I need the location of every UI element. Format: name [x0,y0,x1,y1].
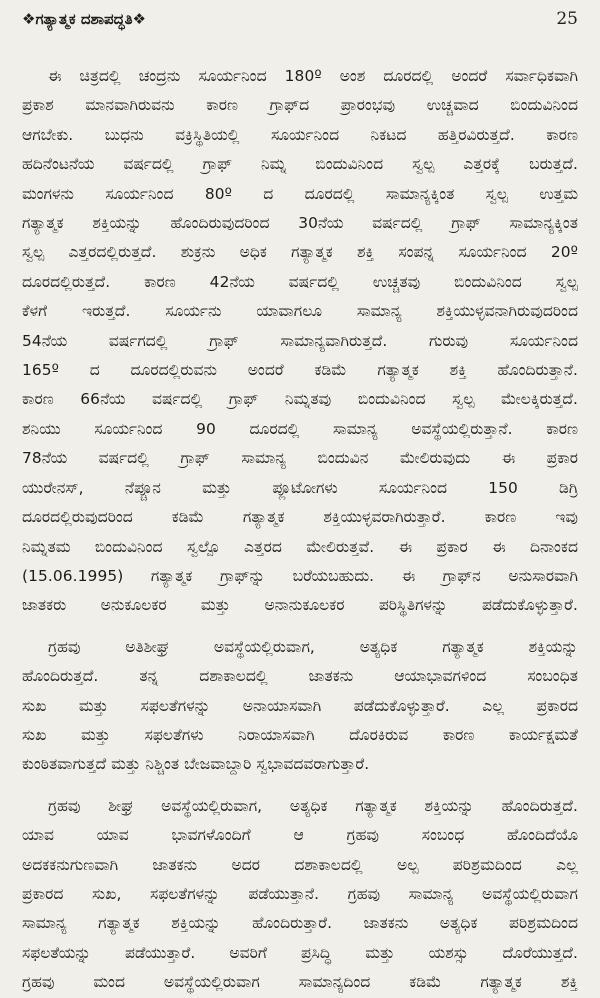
text-line: ಯುರೇನಸ್, ನೆಪ್ಚೂನ ಮತ್ತು ಪ್ಲೂಟೋಗಳು ಸೂರ್ಯನಿಂದ 150 ಡಿಗ್ರಿ [22,478,578,497]
paragraph [22,792,578,998]
text-line: ಪ್ರಕಾಶ ಮಾನವಾಗಿರುವನು ಕಾರಣ ಗ್ರಾಫ್‌ದ ಪ್ರಾರಂಭವು ಉಚ್ಚವಾದ ಬಿಂದುವಿನಿಂದ [22,96,578,115]
text-line: ಸ್ವಲ್ಪ ಎತ್ತರದಲ್ಲಿರುತ್ತದೆ. ಶುಕ್ರನು ಅಧಿಕ ಗತ್ಯಾತ್ಮಕ ಶಕ್ತಿ ಸಂಪನ್ನ ಸೂರ್ಯನಿಂದ 20º [22,243,578,262]
paragraph [22,62,578,621]
text-line: ಈ ಚಿತ್ರದಲ್ಲಿ ಚಂದ್ರನು ಸೂರ್ಯನಿಂದ 180º ಅಂಶ ದೂರದಲ್ಲಿ ಅಂದರೆ ಸರ್ವಾಧಿಕವಾಗಿ [48,67,578,85]
page-header [22,6,578,32]
text-line: ಯಾವ ಯಾವ ಭಾವಗಳೊಂದಿಗೆ ಆ ಗ್ರಹವು ಸಂಬಂಧ ಹೊಂದಿದೆಯೊ [22,826,578,845]
text-line: ಗ್ರಹವು ಅತಿಶೀಘ್ರ ಅವಸ್ಥೆಯಲ್ಲಿರುವಾಗ, ಅತ್ಯಧಿಕ ಗತ್ಯಾತ್ಮಕ ಶಕ್ತಿಯನ್ನು [48,637,578,656]
text-line: (15.06.1995) ಗತ್ಯಾತ್ಮಕ ಗ್ರಾಫ್‌ನ್ನು ಬರೆಯಬಹುದು. ಈ ಗ್ರಾಫ್‌ನ ಅನುಸಾರವಾಗಿ [22,566,578,585]
text-line: ಜಾತಕರು ಅನುಕೂಲಕರ ಮತ್ತು ಅನಾನುಕೂಲಕರ ಪರಿಸ್ಥಿತಿಗಳನ್ನು ಪಡೆದುಕೊಳ್ಳುತ್ತಾರೆ. [22,596,578,615]
text-line: ನಿಮ್ನತಮ ಬಿಂದುವಿನಿಂದ ಸ್ವಲ್ಪೊ ಎತ್ತರದ ಮೇಲಿರುತ್ತವೆ. ಈ ಪ್ರಕಾರ ಈ ದಿನಾಂಕದ [22,537,578,556]
text-line: 78ನೆಯ ವರ್ಷದಲ್ಲಿ ಗ್ರಾಫ್ ಸಾಮಾನ್ಯ ಬಿಂದುವಿನ ಮೇಲಿರುವುದು ಈ ಪ್ರಕಾರ [22,449,578,468]
text-line: ಹೊಂದಿರುತ್ತದೆ. ತನ್ನ ದಶಾಕಾಲದಲ್ಲಿ ಜಾತಕನು ಆಯಾಭಾವಗಳಿಂದ ಸಂಬಂಧಿತ [22,667,578,686]
text-line: ಶನಿಯು ಸೂರ್ಯನಿಂದ 90 ದೂರದಲ್ಲಿ ಸಾಮಾನ್ಯ ಅವಸ್ಥೆಯಲ್ಲಿರುತ್ತಾನೆ. ಕಾರಣ [22,419,578,438]
text-line: ಅದಕಕನುಗುಣವಾಗಿ ಜಾತಕನು ಅದರ ದಶಾಕಾಲದಲ್ಲಿ ಅಲ್ಪ ಪರಿಶ್ರಮದಿಂದ ಎಲ್ಲ [22,855,578,874]
text-line: 165º ದ ದೂರದಲ್ಲಿರುವನು ಅಂದರೆ ಕಡಿಮೆ ಗತ್ಯಾತ್ಮಕ ಶಕ್ತಿ ಹೊಂದಿರುತ್ತಾನೆ. [22,361,578,380]
text-line: ಗ್ರಹವು ಮಂದ ಅವಸ್ಥೆಯಲ್ಲಿರುವಾಗ ಸಾಮಾನ್ಯದಿಂದ ಕಡಿಮೆ ಗತ್ಯಾತ್ಮಕ ಶಕ್ತಿ [22,973,578,992]
text-line: ದೂರದಲ್ಲಿರುತ್ತದೆ. ಕಾರಣ 42ನೆಯ ವರ್ಷದಲ್ಲಿ ಉಚ್ಚತವು ಬಿಂದುವಿನಿಂದ ಸ್ವಲ್ಪ [22,272,578,291]
text-line: ಕೆಳಗೆ ಇರುತ್ತದೆ. ಸೂರ್ಯನು ಯಾವಾಗಲೂ ಸಾಮಾನ್ಯ ಶಕ್ತಿಯುಳ್ಳವನಾಗಿರುವುದರಿಂದ [22,302,578,321]
text-line: ಗ್ರಹವು ಶೀಘ್ರ ಅವಸ್ಥೆಯಲ್ಲಿರುವಾಗ, ಅತ್ಯಧಿಕ ಗತ್ಯಾತ್ಮಕ ಶಕ್ತಿಯನ್ನು ಹೊಂದಿರುತ್ತದೆ. [48,796,578,815]
text-line: ಕಾರಣ 66ನೆಯ ವರ್ಷದಲ್ಲಿ ಗ್ರಾಫ್ ನಿಮ್ನತವು ಬಿಂದುವಿನಿಂದ ಸ್ವಲ್ಪ ಮೇಲಕ್ಕಿರುತ್ತದೆ. [22,390,578,409]
text-line: ಸಫಲತೆಯನ್ನು ಪಡೆಯುತ್ತಾರೆ. ಅವರಿಗೆ ಪ್ರಸಿದ್ಧಿ ಮತ್ತು ಯಶಸ್ಸು ದೊರೆಯುತ್ತದೆ. [22,943,578,962]
text-line: ಕುಂಠಿತವಾಗುತ್ತದೆ ಮತ್ತು ನಿಶ್ಚಿಂತ ಬೇಜವಾಬ್ದಾರಿ ಸ್ವಭಾವದವರಾಗುತ್ತಾರೆ. [22,755,370,774]
text-line: ಹದಿನೆಂಟನೆಯ ವರ್ಷದಲ್ಲಿ ಗ್ರಾಫ್ ನಿಮ್ನ ಬಿಂದುವಿನಿಂದ ಸ್ವಲ್ಪ ಎತ್ತರಕ್ಕೆ ಬರುತ್ತದೆ. [22,155,578,174]
page-number: 25 [556,9,578,29]
text-line: 54ನೆಯ ವರ್ಷಗದಲ್ಲಿ ಗ್ರಾಫ್ ಸಾಮಾನ್ಯವಾಗಿರುತ್ತದೆ. ಗುರುವು ಸೂರ್ಯನಿಂದ [22,331,578,350]
text-line: ಸುಖ ಮತ್ತು ಸಫಲತೆಗಳು ನಿರಾಯಾಸವಾಗಿ ದೊರಕಿರುವ ಕಾರಣ ಕಾರ್ಯಕ್ಷಮತೆ [22,725,578,744]
text-line: ಮಂಗಳನು ಸೂರ್ಯನಿಂದ 80º ದ ದೂರದಲ್ಲಿ ಸಾಮಾನ್ಯಕ್ಕಿಂತ ಸ್ವಲ್ಪ ಉತ್ತಮ [22,184,578,203]
running-title: ❖ಗತ್ಯಾತ್ಮಕ ದಶಾಪದ್ಧತಿ❖ [22,10,146,28]
text-line: ಸಾಮಾನ್ಯ ಗತ್ಯಾತ್ಮಕ ಶಕ್ತಿಯನ್ನು ಹೊಂದಿರುತ್ತಾರೆ. ಜಾತಕನು ಅತ್ಯಧಿಕ ಪರಿಶ್ರಮದಿಂದ [22,914,578,933]
text-line: ಆಗಬೇಕು. ಬುಧನು ವಕ್ರಿಸ್ಥಿತಿಯಲ್ಲಿ ಸೂರ್ಯನಿಂದ ನಿಕಟದ ಹತ್ತಿರವಿರುತ್ತದೆ. ಕಾರಣ [22,125,578,144]
text-line: ದೂರದಲ್ಲಿರುವುದರಿಂದ ಕಡಿಮೆ ಗತ್ಯಾತ್ಮಕ ಶಕ್ತಿಯುಳ್ಳವರಾಗಿರುತ್ತಾರೆ. ಕಾರಣ ಇವು [22,508,578,527]
paragraph [22,633,578,780]
text-line: ಪ್ರಕಾರದ ಸುಖ, ಸಫಲತೆಗಳನ್ನು ಪಡೆಯುತ್ತಾನೆ. ಗ್ರಹವು ಸಾಮಾನ್ಯ ಅವಸ್ಥೆಯಲ್ಲಿರುವಾಗ [22,884,578,903]
text-line: ಗತ್ಯಾತ್ಮಕ ಶಕ್ತಿಯನ್ನು ಹೊಂದಿರುವುದರಿಂದ 30ನೆಯ ವರ್ಷದಲ್ಲಿ ಗ್ರಾಫ್ ಸಾಮಾನ್ಯಕ್ಕಿಂತ [22,214,578,233]
text-line: ಸುಖ ಮತ್ತು ಸಫಲತೆಗಳನ್ನು ಅನಾಯಾಸವಾಗಿ ಪಡೆದುಕೊಳ್ಳುತ್ತಾರೆ. ಎಲ್ಲ ಪ್ರಕಾರದ [22,696,578,715]
body-text [22,62,578,998]
